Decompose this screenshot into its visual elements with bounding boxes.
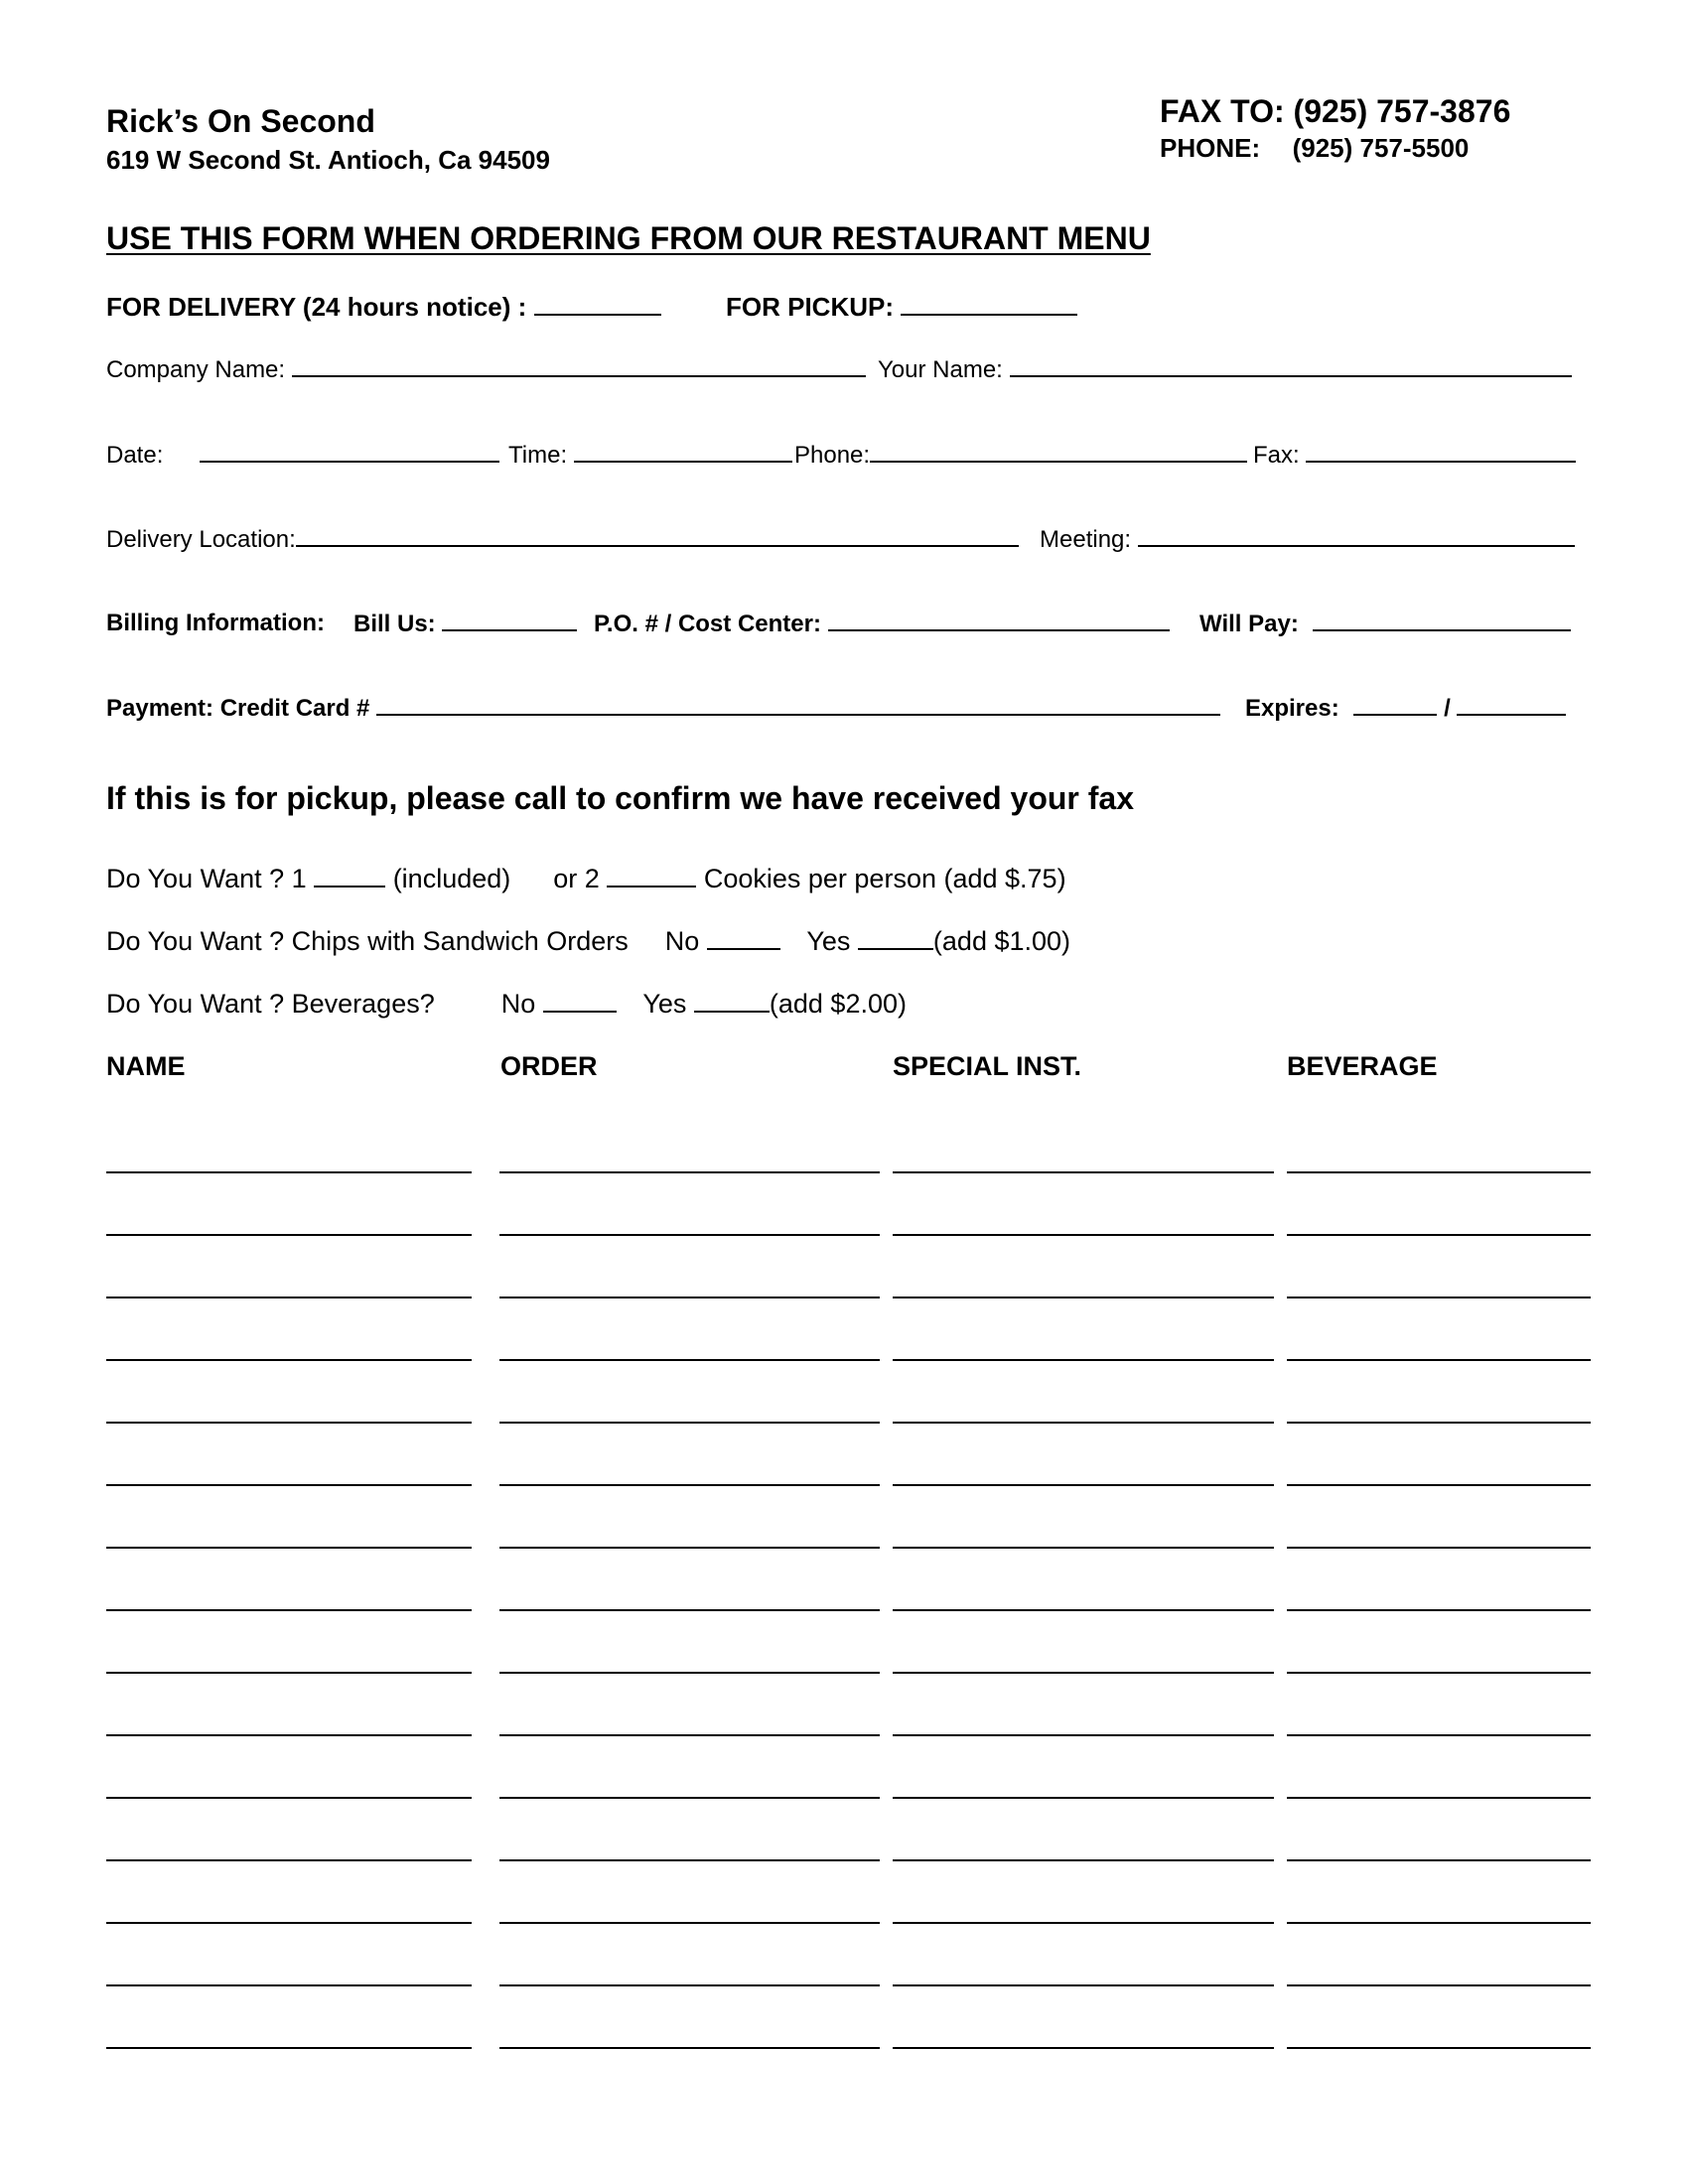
row-3-order-blank[interactable] <box>499 1297 880 1298</box>
payment-field[interactable] <box>106 694 1220 723</box>
delivery-location-blank[interactable] <box>296 525 1019 547</box>
restaurant-address: 619 W Second St. Antioch, Ca 94509 <box>106 145 550 175</box>
phone-blank[interactable] <box>870 441 1247 463</box>
your-name-blank[interactable] <box>1010 355 1572 377</box>
row-15-order-blank[interactable] <box>499 2047 880 2049</box>
row-11-name-blank[interactable] <box>106 1797 472 1799</box>
beverages-no-label: No <box>500 989 536 1019</box>
row-2-special-inst-blank[interactable] <box>893 1234 1274 1236</box>
date-label: Date: <box>106 442 164 469</box>
row-12-beverage-blank[interactable] <box>1287 1859 1591 1861</box>
row-5-special-inst-blank[interactable] <box>893 1422 1274 1424</box>
phone-label: PHONE: <box>1160 133 1261 163</box>
row-5-order-blank[interactable] <box>499 1422 880 1424</box>
expires-year-blank[interactable] <box>1457 694 1566 716</box>
bill-us-blank[interactable] <box>442 610 577 631</box>
row-1-name-blank[interactable] <box>106 1171 472 1173</box>
header-name: NAME <box>106 1051 186 1081</box>
meeting-blank[interactable] <box>1138 525 1575 547</box>
row-5-beverage-blank[interactable] <box>1287 1422 1591 1424</box>
chips-option[interactable] <box>106 926 1070 957</box>
expires-label: Expires: <box>1245 695 1339 722</box>
row-7-order-blank[interactable] <box>499 1547 880 1549</box>
expires-field[interactable] <box>1245 694 1566 723</box>
time-label: Time: <box>508 442 568 469</box>
cookies-suffix: Cookies per person (add $.75) <box>703 864 1066 893</box>
will-pay-label: Will Pay: <box>1199 611 1299 637</box>
fax-number: FAX TO: (925) 757-3876 <box>1160 93 1511 129</box>
row-1-special-inst-blank[interactable] <box>893 1171 1274 1173</box>
row-3-special-inst-blank[interactable] <box>893 1297 1274 1298</box>
date-blank[interactable] <box>200 441 499 463</box>
row-14-name-blank[interactable] <box>106 1984 472 1986</box>
row-14-special-inst-blank[interactable] <box>893 1984 1274 1986</box>
cookies-included: (included) <box>392 864 511 893</box>
row-6-special-inst-blank[interactable] <box>893 1484 1274 1486</box>
row-12-order-blank[interactable] <box>499 1859 880 1861</box>
payment-label: Payment: Credit Card # <box>106 695 370 722</box>
row-2-beverage-blank[interactable] <box>1287 1234 1591 1236</box>
chips-no-blank[interactable] <box>707 928 780 950</box>
row-1-beverage-blank[interactable] <box>1287 1171 1591 1173</box>
row-13-beverage-blank[interactable] <box>1287 1922 1591 1924</box>
row-14-order-blank[interactable] <box>499 1984 880 1986</box>
row-11-special-inst-blank[interactable] <box>893 1797 1274 1799</box>
phone-info <box>1160 133 1469 164</box>
row-13-order-blank[interactable] <box>499 1922 880 1924</box>
chips-yes-blank[interactable] <box>858 928 933 950</box>
po-label: P.O. # / Cost Center: <box>594 611 821 637</box>
cookies-two-blank[interactable] <box>607 866 696 887</box>
row-5-name-blank[interactable] <box>106 1422 472 1424</box>
chips-no-label: No <box>664 926 700 956</box>
row-4-name-blank[interactable] <box>106 1359 472 1361</box>
phone-number: (925) 757-5500 <box>1292 133 1470 163</box>
delivery-location-label: Delivery Location: <box>106 526 296 553</box>
pickup-label: FOR PICKUP: <box>726 292 894 322</box>
delivery-location-field[interactable] <box>106 525 1019 554</box>
row-8-beverage-blank[interactable] <box>1287 1609 1591 1611</box>
row-9-name-blank[interactable] <box>106 1672 472 1674</box>
row-11-beverage-blank[interactable] <box>1287 1797 1591 1799</box>
row-15-name-blank[interactable] <box>106 2047 472 2049</box>
row-9-beverage-blank[interactable] <box>1287 1672 1591 1674</box>
chips-prefix: Do You Want ? Chips with Sandwich Orders <box>106 926 629 956</box>
row-13-name-blank[interactable] <box>106 1922 472 1924</box>
row-11-order-blank[interactable] <box>499 1797 880 1799</box>
phone-field-label: Phone: <box>794 442 871 469</box>
pickup-notice: If this is for pickup, please call to confirm we have received your fax <box>106 780 1135 816</box>
row-10-special-inst-blank[interactable] <box>893 1734 1274 1736</box>
meeting-label: Meeting: <box>1040 526 1132 553</box>
chips-yes-label: Yes <box>806 926 851 956</box>
pickup-field[interactable] <box>726 292 1077 323</box>
row-10-beverage-blank[interactable] <box>1287 1734 1591 1736</box>
row-3-beverage-blank[interactable] <box>1287 1297 1591 1298</box>
beverages-no-blank[interactable] <box>543 991 617 1013</box>
company-name-field[interactable] <box>106 355 866 384</box>
beverages-option[interactable] <box>106 989 907 1020</box>
restaurant-name: Rick’s On Second <box>106 103 375 139</box>
row-2-order-blank[interactable] <box>499 1234 880 1236</box>
header-beverage: BEVERAGE <box>1287 1051 1438 1081</box>
row-8-name-blank[interactable] <box>106 1609 472 1611</box>
expires-slash: / <box>1444 695 1451 722</box>
date-field[interactable] <box>106 441 499 470</box>
row-4-special-inst-blank[interactable] <box>893 1359 1274 1361</box>
bill-us-label: Bill Us: <box>353 611 436 637</box>
beverages-yes-label: Yes <box>642 989 687 1019</box>
cookies-or-two: or 2 <box>553 864 600 893</box>
delivery-label: FOR DELIVERY (24 hours notice) : <box>106 292 527 322</box>
row-9-special-inst-blank[interactable] <box>893 1672 1274 1674</box>
row-10-order-blank[interactable] <box>499 1734 880 1736</box>
row-7-special-inst-blank[interactable] <box>893 1547 1274 1549</box>
row-8-special-inst-blank[interactable] <box>893 1609 1274 1611</box>
will-pay-blank[interactable] <box>1313 610 1571 631</box>
po-field[interactable] <box>594 610 1170 638</box>
phone-field[interactable] <box>794 441 1247 470</box>
cookies-prefix: Do You Want ? 1 <box>106 864 307 893</box>
row-2-name-blank[interactable] <box>106 1234 472 1236</box>
row-4-order-blank[interactable] <box>499 1359 880 1361</box>
header-order: ORDER <box>500 1051 598 1081</box>
cookies-option[interactable] <box>106 864 1066 894</box>
row-4-beverage-blank[interactable] <box>1287 1359 1591 1361</box>
beverages-yes-blank[interactable] <box>694 991 770 1013</box>
row-12-name-blank[interactable] <box>106 1859 472 1861</box>
beverages-prefix: Do You Want ? Beverages? <box>106 989 435 1019</box>
row-3-name-blank[interactable] <box>106 1297 472 1298</box>
header-special-inst: SPECIAL INST. <box>893 1051 1082 1081</box>
po-blank[interactable] <box>828 610 1170 631</box>
meeting-field[interactable] <box>1040 525 1575 554</box>
row-13-special-inst-blank[interactable] <box>893 1922 1274 1924</box>
row-15-special-inst-blank[interactable] <box>893 2047 1274 2049</box>
row-14-beverage-blank[interactable] <box>1287 1984 1591 1986</box>
time-field[interactable] <box>508 441 792 470</box>
row-10-name-blank[interactable] <box>106 1734 472 1736</box>
row-7-beverage-blank[interactable] <box>1287 1547 1591 1549</box>
company-name-blank[interactable] <box>292 355 866 377</box>
pickup-blank[interactable] <box>901 294 1077 316</box>
fax-field-label: Fax: <box>1253 442 1300 469</box>
row-8-order-blank[interactable] <box>499 1609 880 1611</box>
delivery-field[interactable] <box>106 292 661 323</box>
will-pay-field[interactable] <box>1199 610 1571 638</box>
credit-card-blank[interactable] <box>376 694 1220 716</box>
company-name-label: Company Name: <box>106 356 286 383</box>
fax-field[interactable] <box>1253 441 1576 470</box>
bill-us-field[interactable] <box>353 610 577 638</box>
beverages-suffix: (add $2.00) <box>769 989 907 1019</box>
row-6-order-blank[interactable] <box>499 1484 880 1486</box>
fax-blank[interactable] <box>1306 441 1576 463</box>
chips-suffix: (add $1.00) <box>932 926 1071 956</box>
row-6-beverage-blank[interactable] <box>1287 1484 1591 1486</box>
row-7-name-blank[interactable] <box>106 1547 472 1549</box>
row-1-order-blank[interactable] <box>499 1171 880 1173</box>
your-name-field[interactable] <box>878 355 1572 384</box>
row-6-name-blank[interactable] <box>106 1484 472 1486</box>
row-15-beverage-blank[interactable] <box>1287 2047 1591 2049</box>
time-blank[interactable] <box>574 441 792 463</box>
cookies-one-blank[interactable] <box>314 866 385 887</box>
row-12-special-inst-blank[interactable] <box>893 1859 1274 1861</box>
row-9-order-blank[interactable] <box>499 1672 880 1674</box>
your-name-label: Your Name: <box>878 356 1003 383</box>
delivery-blank[interactable] <box>534 294 661 316</box>
expires-month-blank[interactable] <box>1353 694 1437 716</box>
form-title: USE THIS FORM WHEN ORDERING FROM OUR RESTAURANT MENU <box>106 220 1151 256</box>
billing-label: Billing Information: <box>106 610 325 636</box>
